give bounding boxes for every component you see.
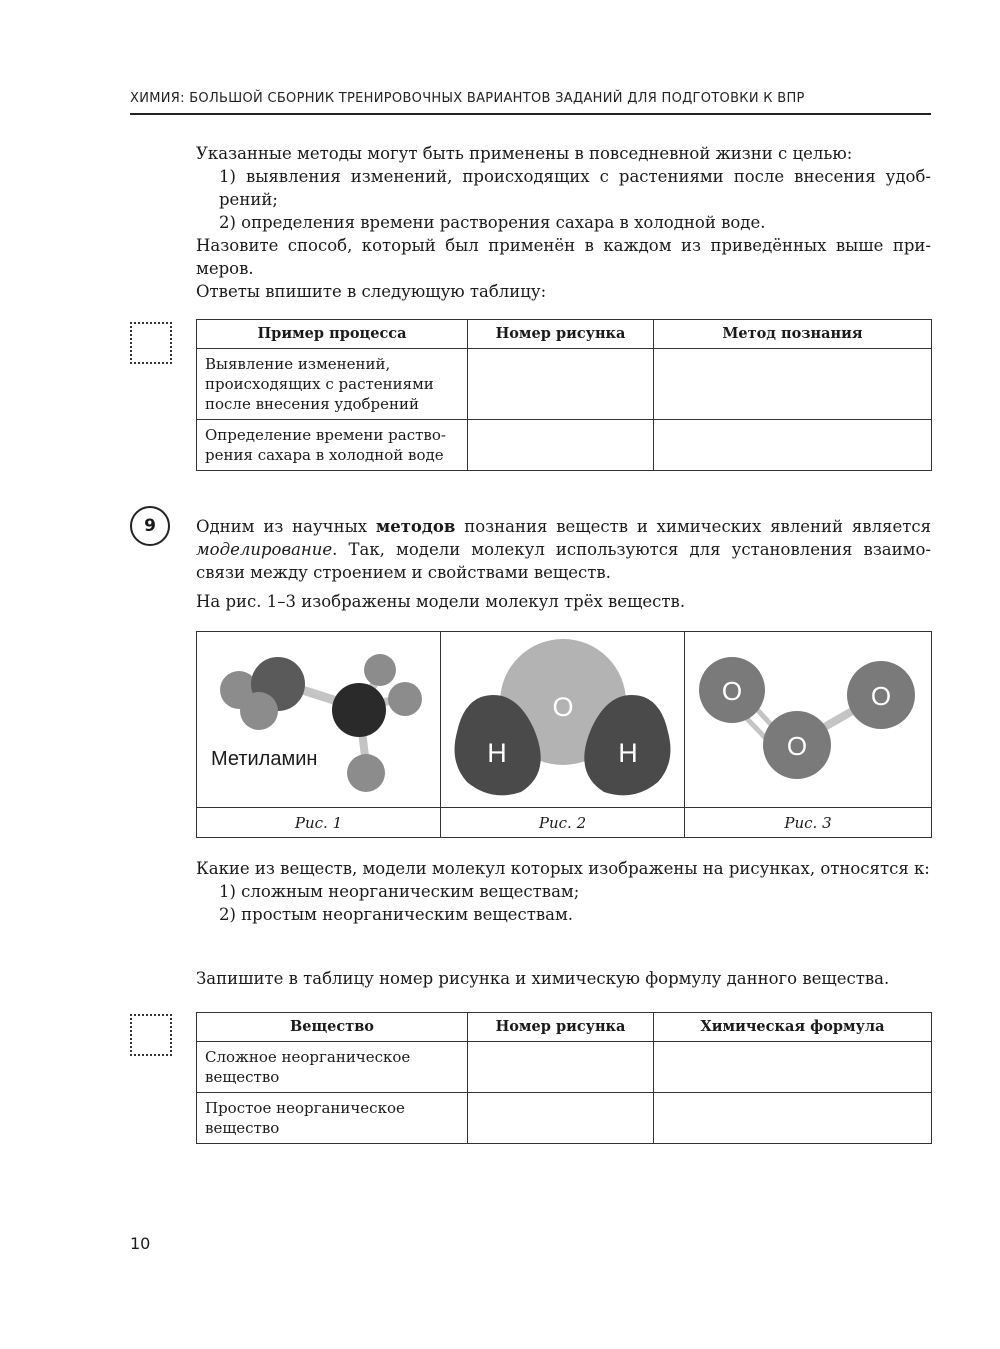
hydrogen-atom bbox=[240, 692, 278, 730]
task9-text bbox=[196, 515, 931, 613]
figure-2-caption: Рис. 2 bbox=[441, 808, 685, 838]
questions-instruction bbox=[196, 967, 931, 990]
table1-header-method: Метод познания bbox=[654, 320, 932, 349]
questions-block bbox=[196, 857, 931, 926]
table1-cell-method[interactable] bbox=[654, 349, 932, 420]
table1-cell-method[interactable] bbox=[654, 420, 932, 471]
hydrogen-atom bbox=[388, 682, 422, 716]
instruction-text: Запишите в таблицу номер рисунка и химическую формулу данного вещества. bbox=[196, 969, 890, 988]
task-number-badge: 9 bbox=[130, 506, 170, 546]
intro-question: Назовите способ, который был применён в каждом из приведённых выше примеров. bbox=[196, 236, 931, 278]
hydrogen-atom bbox=[364, 654, 396, 686]
water-model bbox=[441, 632, 684, 803]
oxygen-symbol: O bbox=[786, 731, 808, 761]
figure-2-cell bbox=[441, 632, 685, 808]
figure-1-cell bbox=[197, 632, 441, 808]
oxygen-symbol: O bbox=[870, 681, 892, 711]
table2-cell-figure[interactable] bbox=[468, 1042, 654, 1093]
task9-bold-term: методов bbox=[375, 517, 456, 536]
table2-row-label: Сложное неорганическое вещество bbox=[197, 1042, 468, 1093]
hydrogen-atom bbox=[347, 754, 385, 792]
table1-header-process: Пример процесса bbox=[197, 320, 468, 349]
task9-paragraph bbox=[196, 515, 931, 584]
intro-block bbox=[196, 142, 931, 303]
table1-row-label: Определение времени растворения сахара в холодной воде bbox=[197, 420, 468, 471]
table2-cell-figure[interactable] bbox=[468, 1093, 654, 1144]
question-text: Какие из веществ, модели молекул которых изображены на рисунках, относятся к: bbox=[196, 859, 930, 878]
table1-header-figure: Номер рисунка bbox=[468, 320, 654, 349]
intro-item-2: 2) определения времени растворения сахара в холодной воде. bbox=[219, 213, 766, 232]
oxygen-symbol: O bbox=[552, 692, 574, 722]
table2-cell-formula[interactable] bbox=[654, 1042, 932, 1093]
answer-table-2 bbox=[196, 1012, 932, 1144]
figure-3-cell bbox=[685, 632, 932, 808]
figure-3-caption: Рис. 3 bbox=[685, 808, 932, 838]
intro-instruction: Ответы впишите в следующую таблицу: bbox=[196, 282, 547, 301]
running-header: ХИМИЯ: БОЛЬШОЙ СБОРНИК ТРЕНИРОВОЧНЫХ ВАРИАНТОВ ЗАДАНИЙ ДЛЯ ПОДГОТОВКИ К ВПР bbox=[130, 91, 805, 106]
question-item-1: 1) сложным неорганическим веществам; bbox=[219, 882, 580, 901]
methylamine-model bbox=[197, 632, 440, 803]
hydrogen-symbol: H bbox=[487, 738, 507, 768]
task9-figures-intro: На рис. 1–3 изображены модели молекул трёх веществ. bbox=[196, 592, 686, 611]
table2-header-figure: Номер рисунка bbox=[468, 1013, 654, 1042]
header-rule bbox=[130, 113, 931, 115]
page-number: 10 bbox=[130, 1234, 151, 1253]
table1-row-label: Выявление изменений, происходящих с растениями после внесения удобрений bbox=[197, 349, 468, 420]
table2-row-label: Простое неорганическое вещество bbox=[197, 1093, 468, 1144]
oxygen-symbol: O bbox=[721, 676, 743, 706]
table2-cell-formula[interactable] bbox=[654, 1093, 932, 1144]
molecule-figures bbox=[196, 631, 932, 838]
question-item-2: 2) простым неорганическим веществам. bbox=[219, 905, 574, 924]
task9-text-part: . Так, модели молекул используются для установления взаимосвязи между строением и свойствами веществ. bbox=[196, 540, 931, 582]
task9-text-part: Одним из научных bbox=[196, 517, 376, 536]
answer-table-1 bbox=[196, 319, 932, 471]
task9-italic-term: моделирование bbox=[196, 540, 333, 559]
nitrogen-atom bbox=[332, 683, 386, 737]
figure-1-label: Метиламин bbox=[211, 748, 318, 770]
answer-box-1[interactable] bbox=[130, 322, 172, 364]
ozone-model bbox=[685, 632, 931, 803]
table2-header-substance: Вещество bbox=[197, 1013, 468, 1042]
answer-box-2[interactable] bbox=[130, 1014, 172, 1056]
task9-text-part: познания веществ и химических явлений является bbox=[455, 517, 932, 536]
table2-header-formula: Химическая формула bbox=[654, 1013, 932, 1042]
intro-line: Указанные методы могут быть применены в повседневной жизни с целью: bbox=[196, 144, 853, 163]
hydrogen-symbol: H bbox=[618, 738, 638, 768]
intro-item-1: 1) выявления изменений, происходящих с растениями после внесения удобрений; bbox=[219, 167, 931, 209]
table1-cell-figure[interactable] bbox=[468, 420, 654, 471]
table1-cell-figure[interactable] bbox=[468, 349, 654, 420]
figure-1-caption: Рис. 1 bbox=[197, 808, 441, 838]
